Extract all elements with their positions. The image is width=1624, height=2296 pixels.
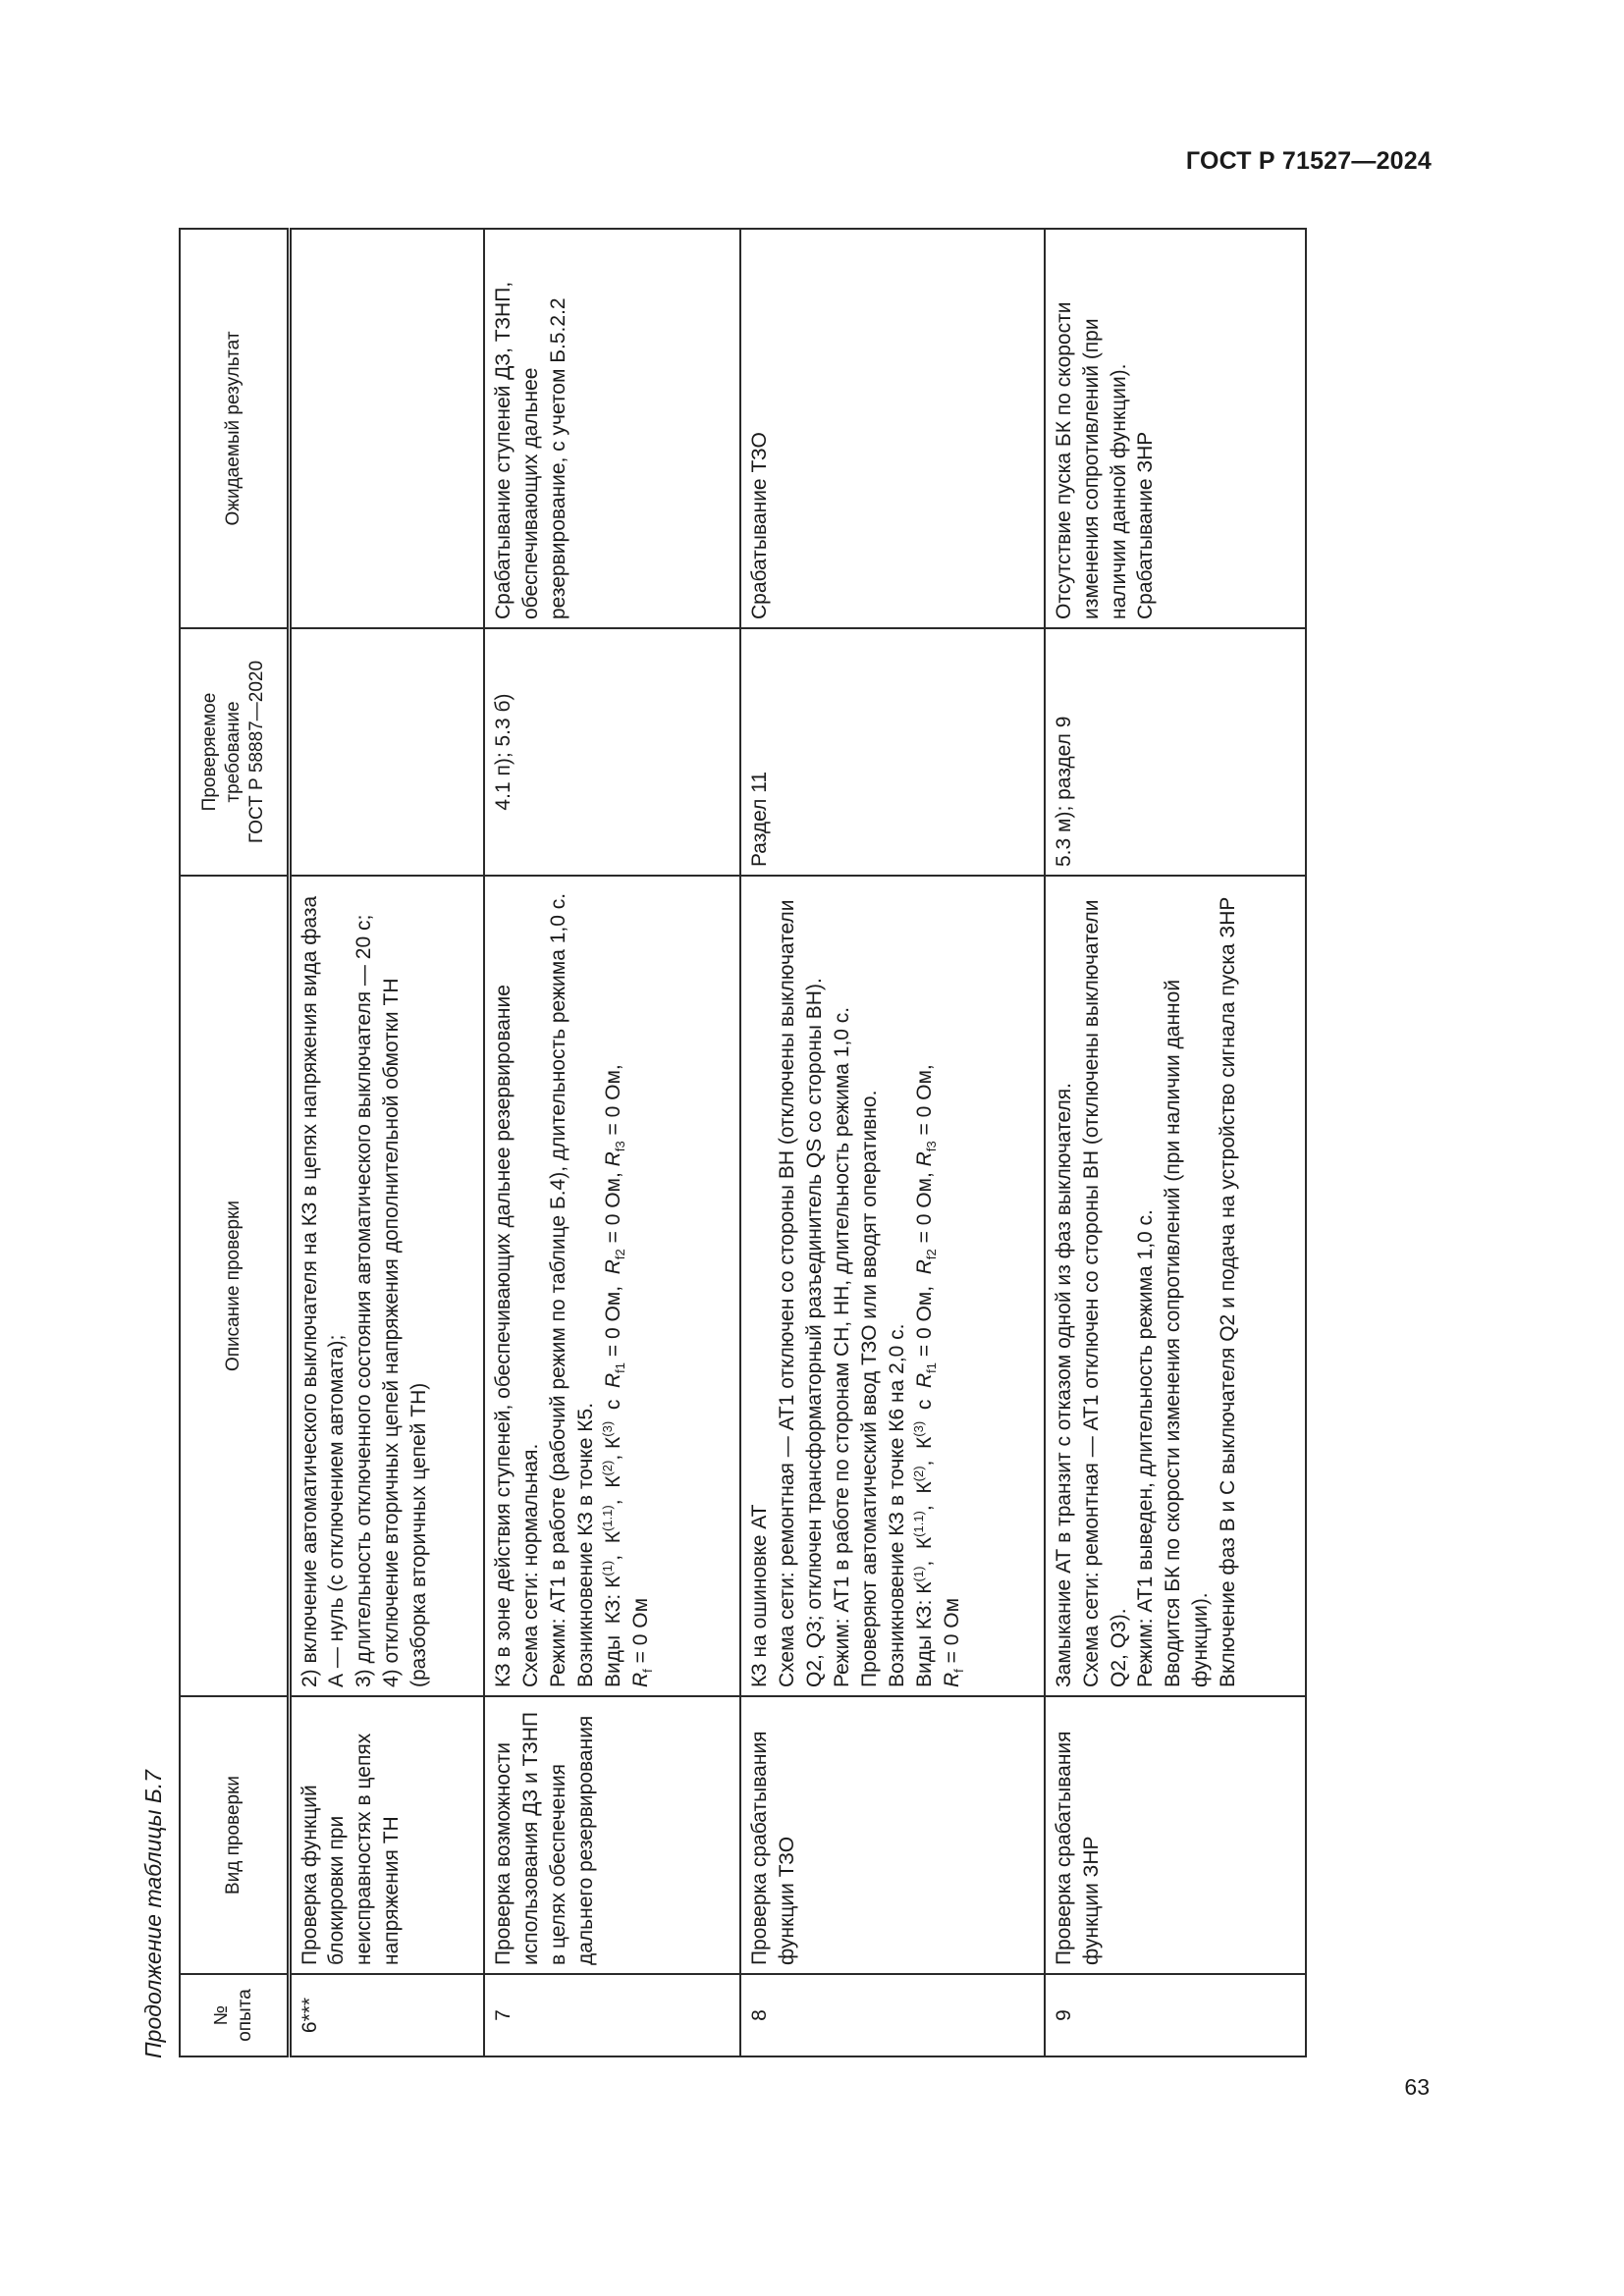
desc-line: 4) отключение вторичных цепей напряжения дополнительной обмотки ТН (разборка вторичных цепей ТН)	[380, 978, 431, 1687]
cell-type: Проверка возможности использования ДЗ и ТЗНП в целях обеспечения дальнего резервирования	[484, 1696, 740, 1974]
cell-type: Проверка функций блокировки при неисправностях в цепях напряжения ТН	[289, 1696, 484, 1974]
cell-result	[289, 229, 484, 628]
cell-result: Отсутствие пуска БК по скорости изменения сопротивлений (при наличии данной функции). Срабатывание ЗНР	[1045, 229, 1306, 628]
col-header-type: Вид проверки	[180, 1696, 289, 1974]
table-row	[1045, 229, 1306, 2056]
col-header-req	[180, 628, 289, 876]
desc-line: Схема сети: нормальная.	[518, 1443, 542, 1687]
desc-line: Режим: АТ1 выведен, длительность режима 1,0 с.	[1134, 1209, 1158, 1687]
desc-line: Возникновение КЗ в точке К5.	[573, 1402, 597, 1687]
desc-line: КЗ на ошиновке АТ	[748, 1504, 772, 1687]
cell-desc	[289, 876, 484, 1696]
document-code: ГОСТ Р 71527—2024	[1185, 147, 1432, 175]
cell-type: Проверка срабатывания функции ТЗО	[740, 1696, 1044, 1974]
cell-no: 6***	[289, 1974, 484, 2056]
cell-desc	[484, 876, 740, 1696]
cell-type: Проверка срабатывания функции ЗНР	[1045, 1696, 1306, 1974]
table-header-row	[180, 229, 289, 2056]
cell-req: 4.1 п); 5.3 б)	[484, 628, 740, 876]
cell-desc	[740, 876, 1044, 1696]
fault-resistance-line: $R_f = 0$ Ом	[940, 1597, 966, 1687]
desc-line: Включение фаз В и С выключателя Q2 и подача на устройство сигнала пуска ЗНР	[1217, 896, 1240, 1687]
desc-line: Возникновение КЗ в точке К6 на 2,0 с.	[885, 1323, 908, 1687]
cell-req: 5.3 м); раздел 9	[1045, 628, 1306, 876]
desc-line: Режим: АТ1 в работе по сторонам СН, НН, длительность режима 1,0 с.	[830, 1006, 853, 1687]
table-row	[740, 229, 1044, 2056]
desc-line: Вводится БК по скорости изменения сопротивлений (при наличии данной функции).	[1162, 979, 1213, 1687]
cell-req: Раздел 11	[740, 628, 1044, 876]
table-caption: Продолжение таблицы Б.7	[140, 1770, 166, 2058]
col-header-req-line2: требование	[222, 701, 244, 803]
cell-result: Срабатывание ТЗО	[740, 229, 1044, 628]
desc-line: Схема сети: ремонтная — АТ1 отключен со стороны ВН (отключены выключатели Q2, Q3).	[1079, 899, 1130, 1687]
col-header-result: Ожидаемый результат	[180, 229, 289, 628]
cell-no: 9	[1045, 1974, 1306, 2056]
cell-desc	[1045, 876, 1306, 1696]
desc-line: 3) длительность отключенного состояния автоматического выключателя — 20 с;	[352, 914, 376, 1687]
cell-req	[289, 628, 484, 876]
col-header-no: № опыта	[180, 1974, 289, 2056]
test-table	[179, 228, 1307, 2057]
col-header-desc: Описание проверки	[180, 876, 289, 1696]
table-row	[484, 229, 740, 2056]
rotated-table-wrapper	[179, 230, 1307, 2057]
cell-no: 8	[740, 1974, 1044, 2056]
fault-types-line: Виды КЗ: $К^{(1)}$, $К^{(1.1)}$, $К^{(2)}$, $К^{(3)}$ с $R_{f1} = 0$ Ом, $R_{f2} = 0$ Ом, $R_{f3} = 0$ Ом,	[910, 1064, 939, 1687]
desc-line: Проверяют автоматический ввод ТЗО или вводят оперативно.	[857, 1090, 881, 1687]
cell-no: 7	[484, 1974, 740, 2056]
desc-line: Режим: АТ1 в работе (рабочий режим по таблице Б.4), длительность режима 1,0 с.	[546, 892, 569, 1687]
fault-resistance-line: $R_f = 0$ Ом	[628, 1597, 655, 1687]
page-number: 63	[1404, 2074, 1430, 2100]
col-header-req-line1: Проверяемое	[199, 692, 221, 812]
desc-line: Схема сети: ремонтная — АТ1 отключен со стороны ВН (отключены выключатели Q2, Q3; отключен трансформаторный разъединитель QS со стороны ВН).	[776, 899, 827, 1687]
desc-line: КЗ в зоне действия ступеней, обеспечивающих дальнее резервирование	[491, 985, 514, 1687]
desc-line: 2) включение автоматического выключателя на КЗ в цепях напряжения вида фаза А — нуль (с отключением автомата);	[298, 895, 349, 1687]
col-header-req-line3: ГОСТ Р 58887—2020	[245, 660, 267, 844]
table-row	[289, 229, 484, 2056]
cell-result: Срабатывание ступеней ДЗ, ТЗНП, обеспечивающих дальнее резервирование, с учетом Б.5.2.2	[484, 229, 740, 628]
desc-line: Замыкание АТ в транзит с отказом одной из фаз выключателя.	[1052, 1083, 1075, 1687]
fault-types-line: Виды КЗ: $К^{(1)}$, $К^{(1.1)}$, $К^{(2)}$, $К^{(3)}$ с $R_{f1} = 0$ Ом, $R_{f2} = 0$ Ом, $R_{f3} = 0$ Ом,	[599, 1064, 627, 1687]
